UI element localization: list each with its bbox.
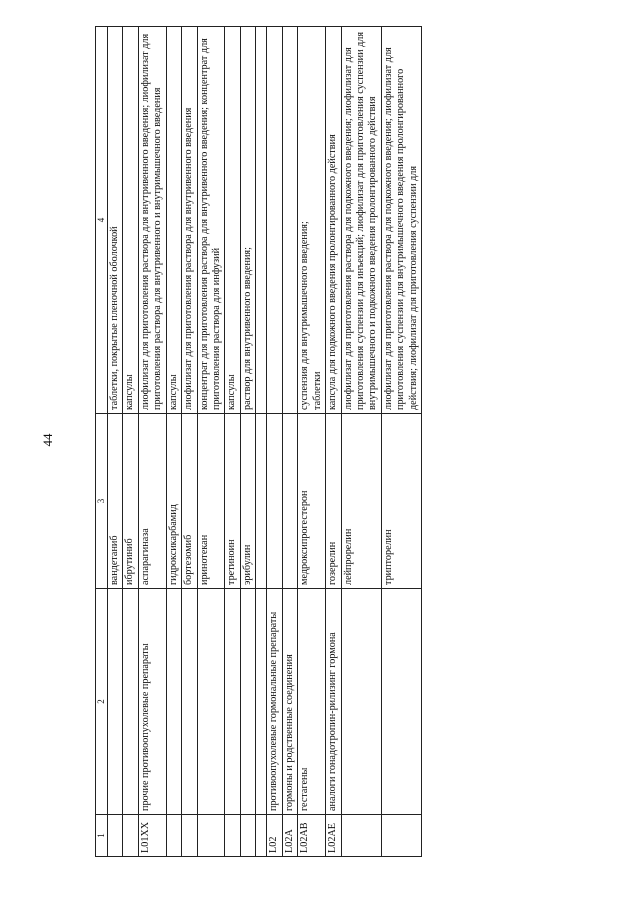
dosage-form-cell: капсула для подкожного введения пролонгированного действия	[326, 27, 341, 414]
atc-code-cell: L01XX	[138, 815, 166, 857]
dosage-form-line: суспензия для внутримышечного введения;	[299, 221, 311, 410]
group-cell	[341, 589, 381, 815]
table-row	[138, 27, 166, 857]
table-row	[341, 27, 381, 857]
group-cell: аналоги гонадотропин-рилизинг гормона	[326, 589, 341, 815]
group-cell	[123, 589, 138, 815]
atc-code-cell	[225, 815, 240, 857]
table-row	[123, 27, 138, 857]
dosage-form-cell	[298, 27, 326, 414]
drug-name-cell: третиноин	[225, 414, 240, 589]
group-cell	[225, 589, 240, 815]
atc-code-cell	[381, 815, 421, 857]
table-row	[381, 27, 421, 857]
drug-name-cell: трипторелин	[381, 414, 421, 589]
table-row	[282, 27, 297, 857]
group-cell	[182, 589, 197, 815]
atc-code-cell	[166, 815, 181, 857]
dosage-form-cell: таблетки, покрытые пленочной оболочкой	[107, 27, 122, 414]
group-cell	[197, 589, 225, 815]
column-header-2: 2	[96, 589, 108, 815]
table-row	[240, 27, 255, 857]
table-row	[225, 27, 240, 857]
dosage-form-cell: лиофилизат для приготовления раствора для внутривенного введения	[182, 27, 197, 414]
table-row	[107, 27, 122, 857]
table-row	[166, 27, 181, 857]
table-spacer-cell	[256, 589, 267, 815]
group-cell	[240, 589, 255, 815]
dosage-form-cell: лиофилизат для приготовления раствора для внутривенного введения; лиофилизат для приготовления раствора для внутривенного и внутримышечного введения	[138, 27, 166, 414]
drug-name-cell: бортезомиб	[182, 414, 197, 589]
dosage-form-cell: лиофилизат для приготовления раствора для подкожного введения; лиофилизат для приготовления суспензии для внутримышечного введения пролонгированного действия; лиофилизат для приготовления суспензии для	[381, 27, 421, 414]
column-header-1: 1	[96, 815, 108, 857]
drug-name-cell: гозерелин	[326, 414, 341, 589]
atc-code-cell: L02AE	[326, 815, 341, 857]
group-cell: гормоны и родственные соединения	[282, 589, 297, 815]
atc-code-cell: L02A	[282, 815, 297, 857]
table-spacer-cell	[256, 414, 267, 589]
drug-name-cell: вандетаниб	[107, 414, 122, 589]
table-spacer-cell	[256, 27, 267, 414]
table-row	[256, 27, 267, 857]
atc-code-cell	[107, 815, 122, 857]
table-header-row	[96, 27, 108, 857]
table-row	[298, 27, 326, 857]
dosage-form-cell: капсулы	[123, 27, 138, 414]
drug-name-cell: медроксипрогестерон	[298, 414, 326, 589]
drug-name-cell: иринотекан	[197, 414, 225, 589]
dosage-form-cell: капсулы	[166, 27, 181, 414]
group-cell	[166, 589, 181, 815]
table-row	[182, 27, 197, 857]
table-row	[267, 27, 282, 857]
drug-name-cell	[282, 414, 297, 589]
dosage-form-cell: раствор для внутривенного введения;	[240, 27, 255, 414]
table-row	[326, 27, 341, 857]
drug-table	[95, 26, 422, 857]
page-number: 44	[40, 433, 55, 447]
group-cell: противоопухолевые гормональные препараты	[267, 589, 282, 815]
atc-code-cell	[197, 815, 225, 857]
column-header-4: 4	[96, 27, 108, 414]
group-cell: прочие противоопухолевые препараты	[138, 589, 166, 815]
dosage-form-line: таблетки	[311, 371, 323, 410]
dosage-form-cell	[282, 27, 297, 414]
atc-code-cell: L02	[267, 815, 282, 857]
group-cell	[107, 589, 122, 815]
table-spacer-cell	[256, 815, 267, 857]
drug-name-cell: гидроксикарбамид	[166, 414, 181, 589]
atc-code-cell	[240, 815, 255, 857]
atc-code-cell	[341, 815, 381, 857]
atc-code-cell	[123, 815, 138, 857]
group-cell	[381, 589, 421, 815]
dosage-form-cell: лиофилизат для приготовления раствора для подкожного введения; лиофилизат для приготовления суспензии для инъекций; лиофилизат для приготовления суспензии для внутримышечного и подкожного введения пролонгированного действия	[341, 27, 381, 414]
drug-name-cell	[267, 414, 282, 589]
drug-name-cell: ибрутиниб	[123, 414, 138, 589]
rotated-table-container	[95, 27, 582, 857]
dosage-form-cell: капсулы	[225, 27, 240, 414]
drug-name-cell: эрибулин	[240, 414, 255, 589]
atc-code-cell: L02AB	[298, 815, 326, 857]
drug-name-cell: лейпрорелин	[341, 414, 381, 589]
group-cell: гестагены	[298, 589, 326, 815]
dosage-form-cell: концентрат для приготовления раствора для внутривенного введения; концентрат для приготовления раствора для инфузий	[197, 27, 225, 414]
column-header-3: 3	[96, 414, 108, 589]
drug-name-cell: аспарагиназа	[138, 414, 166, 589]
dosage-form-cell	[267, 27, 282, 414]
table-row	[197, 27, 225, 857]
atc-code-cell	[182, 815, 197, 857]
